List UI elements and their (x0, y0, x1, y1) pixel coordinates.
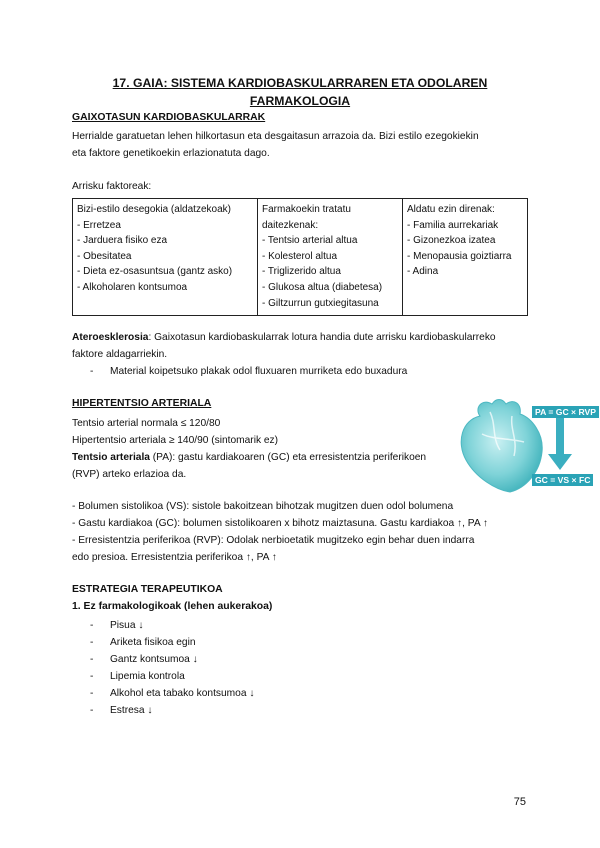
page-title (60, 74, 540, 110)
bullet-dash: - (90, 671, 94, 682)
atherosclerosis-paragraph (72, 329, 496, 346)
page-title-line2: FARMAKOLOGIA (249, 94, 351, 108)
pa-definition (72, 449, 426, 466)
risk-column-unchangeable (403, 199, 528, 316)
intro-line-2: eta faktore genetikoekin erlazionatuta dago. (72, 148, 270, 159)
table-cell-line: - Glukosa altua (diabetesa) (262, 281, 383, 293)
section-heading-hypertension: HIPERTENTSIO ARTERIALA (72, 398, 212, 409)
table-cell-line: - Tentsio arterial altua (262, 235, 358, 247)
table-cell-line: daitezkenak: (262, 219, 319, 231)
heart-shape (461, 400, 542, 493)
table-cell-line: Aldatu ezin direnak: (407, 204, 495, 215)
table-cell-line: - Erretzea (77, 219, 121, 231)
atherosclerosis-term: Ateroesklerosia (72, 332, 149, 343)
atherosclerosis-bullet: Material koipetsuko plakak odol fluxuaren murriketa edo buxadura (110, 366, 408, 377)
table-cell-line: - Alkoholaren kontsumoa (77, 281, 188, 293)
atherosclerosis-line2: faktore aldagarriekin. (72, 349, 168, 360)
formula-arrow-shaft (556, 412, 564, 456)
list-item: Ariketa fisikoa egin (110, 637, 196, 648)
formula-pa: PA = GC × RVP (532, 406, 599, 418)
risk-column-lifestyle (73, 199, 258, 316)
section-heading-cardiovascular: GAIXOTASUN KARDIOBASKULARRAK (72, 112, 266, 123)
normal-pressure-line: Tentsio arterial normala ≤ 120/80 (72, 418, 221, 429)
risk-column-treatable (258, 199, 403, 316)
definition-rvp-line2: edo presioa. Erresistentzia periferikoa ↑, PA ↑ (72, 552, 277, 563)
subheading-non-pharmacological: 1. Ez farmakologikoak (lehen aukerakoa) (72, 601, 273, 612)
table-cell-line: - Obesitatea (77, 250, 132, 262)
list-item: Gantz kontsumoa ↓ (110, 654, 198, 665)
table-cell-line: - Adina (407, 266, 439, 278)
definition-rvp: - Erresistentzia periferikoa (RVP): Odolak nerbioetatik mugitzeko egin behar duen indarra (72, 535, 475, 546)
intro-line-1: Herrialde garatuetan lehen hilkortasun eta desgaitasun arrazoia da. Bizi estilo ezegokiekin (72, 131, 479, 142)
table-cell-line: - Menopausia goiztiarra (407, 250, 512, 262)
atherosclerosis-text: : Gaixotasun kardiobaskularrak lotura handia dute arrisku kardiobaskularreko (148, 332, 496, 343)
list-item: Estresa ↓ (110, 705, 153, 716)
list-item: Pisua ↓ (110, 620, 144, 631)
definition-gc: - Gastu kardiakoa (GC): bolumen sistolikoaren x bihotz maiztasuna. Gastu kardiakoa ↑, PA ↑ (72, 518, 488, 529)
pa-definition-line2: (RVP) arteko erlazioa da. (72, 469, 187, 480)
table-cell-line: - Familia aurrekariak (407, 219, 499, 231)
definition-vs: - Bolumen sistolikoa (VS): sistole bakoitzean bihotzak mugitzen duen odol bolumena (72, 501, 454, 512)
table-cell-line: - Gizonezkoa izatea (407, 235, 496, 247)
section-heading-strategy: ESTRATEGIA TERAPEUTIKOA (72, 584, 223, 595)
bullet-dash: - (90, 620, 94, 631)
bullet-dash: - (90, 705, 94, 716)
page-number: 75 (513, 796, 526, 808)
table-cell-line: - Dieta ez-osasuntsua (gantz asko) (77, 266, 233, 278)
table-cell-line: - Triglizerido altua (262, 266, 341, 278)
table-cell-line: - Kolesterol altua (262, 250, 338, 262)
pa-term: Tentsio arteriala (72, 452, 150, 463)
pa-text: (PA): gastu kardiakoaren (GC) eta erresistentzia periferikoen (149, 452, 427, 463)
bullet-dash: - (90, 688, 94, 699)
hypertension-line: Hipertentsio arteriala ≥ 140/90 (sintomarik ez) (72, 435, 279, 446)
table-cell-line: - Jarduera fisiko eza (77, 235, 168, 247)
table-cell-line: Bizi-estilo desegokia (aldatzekoak) (77, 204, 231, 215)
risk-factors-label: Arrisku faktoreak: (72, 181, 152, 192)
formula-gc: GC = VS × FC (532, 474, 593, 486)
bullet-dash: - (90, 637, 94, 648)
list-item: Lipemia kontrola (110, 671, 185, 682)
bullet-dash: - (90, 366, 94, 377)
risk-factors-table (72, 198, 528, 316)
formula-arrow-head (548, 454, 572, 470)
bullet-dash: - (90, 654, 94, 665)
table-cell-line: - Giltzurrun gutxiegitasuna (262, 297, 379, 309)
page-title-line1: 17. GAIA: SISTEMA KARDIOBASKULARRAREN ETA ODOLAREN (112, 76, 488, 90)
heart-formula-figure (452, 394, 600, 494)
list-item: Alkohol eta tabako kontsumoa ↓ (110, 688, 255, 699)
table-cell-line: Farmakoekin tratatu (262, 204, 351, 215)
